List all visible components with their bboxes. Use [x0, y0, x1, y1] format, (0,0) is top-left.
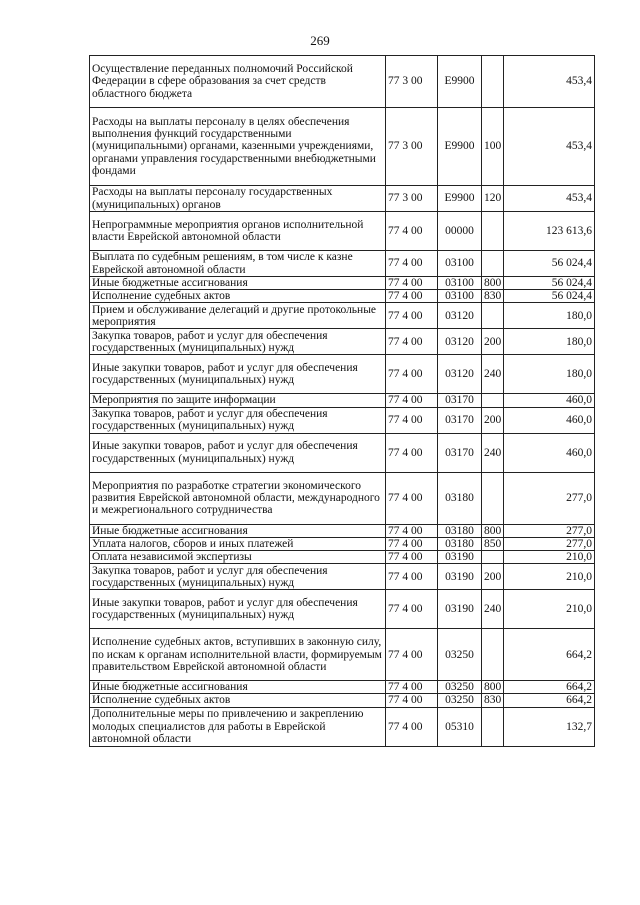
row-program-code: 77 4 00	[386, 551, 438, 564]
row-amount: 460,0	[504, 433, 595, 472]
table-row	[90, 186, 595, 212]
row-program-code: 77 4 00	[386, 694, 438, 707]
row-amount: 180,0	[504, 329, 595, 355]
row-expense-type	[482, 551, 504, 564]
budget-table-body	[90, 56, 595, 747]
table-row	[90, 537, 595, 550]
row-program-code: 77 4 00	[386, 537, 438, 550]
row-name: Исполнение судебных актов	[90, 290, 386, 303]
row-amount: 210,0	[504, 590, 595, 629]
row-expense-type	[482, 251, 504, 277]
row-name: Закупка товаров, работ и услуг для обеспечения государственных (муниципальных) нужд	[90, 329, 386, 355]
row-program-code: 77 3 00	[386, 108, 438, 186]
row-program-code: 77 4 00	[386, 303, 438, 329]
row-expense-type: 240	[482, 433, 504, 472]
row-program-code: 77 4 00	[386, 707, 438, 746]
table-row	[90, 277, 595, 290]
row-expense-type	[482, 629, 504, 681]
row-name: Иные закупки товаров, работ и услуг для обеспечения государственных (муниципальных) нужд	[90, 590, 386, 629]
row-expense-type: 240	[482, 355, 504, 394]
row-amount: 277,0	[504, 524, 595, 537]
row-direction-code: 03190	[438, 551, 482, 564]
row-name: Иные бюджетные ассигнования	[90, 681, 386, 694]
row-direction-code: 03100	[438, 251, 482, 277]
row-amount: 277,0	[504, 472, 595, 524]
row-direction-code: Е9900	[438, 108, 482, 186]
row-amount: 180,0	[504, 303, 595, 329]
row-amount: 453,4	[504, 186, 595, 212]
row-expense-type: 200	[482, 564, 504, 590]
row-program-code: 77 4 00	[386, 290, 438, 303]
row-amount: 56 024,4	[504, 290, 595, 303]
row-program-code: 77 4 00	[386, 277, 438, 290]
row-expense-type: 120	[482, 186, 504, 212]
row-expense-type	[482, 472, 504, 524]
row-direction-code: 03100	[438, 290, 482, 303]
table-row	[90, 407, 595, 433]
row-direction-code: 03120	[438, 355, 482, 394]
row-expense-type: 200	[482, 407, 504, 433]
row-program-code: 77 3 00	[386, 186, 438, 212]
row-expense-type: 800	[482, 524, 504, 537]
row-amount: 664,2	[504, 694, 595, 707]
table-row	[90, 590, 595, 629]
table-row	[90, 433, 595, 472]
row-name: Иные закупки товаров, работ и услуг для обеспечения государственных (муниципальных) нужд	[90, 355, 386, 394]
row-name: Мероприятия по защите информации	[90, 394, 386, 407]
table-row	[90, 629, 595, 681]
row-expense-type	[482, 707, 504, 746]
row-name: Иные бюджетные ассигнования	[90, 277, 386, 290]
row-direction-code: 03100	[438, 277, 482, 290]
row-name: Дополнительные меры по привлечению и закреплению молодых специалистов для работы в Еврейской автономной области	[90, 707, 386, 746]
table-row	[90, 694, 595, 707]
row-amount: 210,0	[504, 564, 595, 590]
row-amount: 664,2	[504, 681, 595, 694]
table-row	[90, 329, 595, 355]
row-name: Иные закупки товаров, работ и услуг для обеспечения государственных (муниципальных) нужд	[90, 433, 386, 472]
row-program-code: 77 4 00	[386, 524, 438, 537]
table-row	[90, 472, 595, 524]
budget-table	[89, 55, 595, 747]
table-row	[90, 355, 595, 394]
table-row	[90, 394, 595, 407]
row-program-code: 77 4 00	[386, 251, 438, 277]
table-row	[90, 564, 595, 590]
table-row	[90, 524, 595, 537]
row-amount: 56 024,4	[504, 251, 595, 277]
row-amount: 460,0	[504, 407, 595, 433]
row-name: Закупка товаров, работ и услуг для обеспечения государственных (муниципальных) нужд	[90, 407, 386, 433]
row-name: Закупка товаров, работ и услуг для обеспечения государственных (муниципальных) нужд	[90, 564, 386, 590]
row-direction-code: 03180	[438, 472, 482, 524]
page-number: 269	[310, 33, 330, 48]
row-direction-code: 03250	[438, 681, 482, 694]
table-row	[90, 251, 595, 277]
row-expense-type: 830	[482, 694, 504, 707]
row-program-code: 77 4 00	[386, 564, 438, 590]
row-expense-type: 240	[482, 590, 504, 629]
row-name: Прием и обслуживание делегаций и другие протокольные мероприятия	[90, 303, 386, 329]
row-expense-type: 100	[482, 108, 504, 186]
row-name: Исполнение судебных актов, вступивших в законную силу, по искам к органам исполнительной власти, формируемым правительством Еврейской автономной области	[90, 629, 386, 681]
row-program-code: 77 4 00	[386, 329, 438, 355]
row-direction-code: 03180	[438, 537, 482, 550]
table-row	[90, 707, 595, 746]
row-program-code: 77 4 00	[386, 433, 438, 472]
table-row	[90, 56, 595, 108]
row-expense-type	[482, 303, 504, 329]
row-expense-type: 830	[482, 290, 504, 303]
row-name: Уплата налогов, сборов и иных платежей	[90, 537, 386, 550]
table-row	[90, 681, 595, 694]
row-direction-code: 00000	[438, 212, 482, 251]
row-program-code: 77 4 00	[386, 355, 438, 394]
row-expense-type: 850	[482, 537, 504, 550]
row-amount: 123 613,6	[504, 212, 595, 251]
row-amount: 277,0	[504, 537, 595, 550]
row-amount: 56 024,4	[504, 277, 595, 290]
row-direction-code: Е9900	[438, 186, 482, 212]
row-direction-code: 03250	[438, 629, 482, 681]
row-amount: 132,7	[504, 707, 595, 746]
row-expense-type	[482, 212, 504, 251]
row-name: Расходы на выплаты персоналу государственных (муниципальных) органов	[90, 186, 386, 212]
row-direction-code: 03190	[438, 590, 482, 629]
row-name: Иные бюджетные ассигнования	[90, 524, 386, 537]
row-amount: 453,4	[504, 108, 595, 186]
row-program-code: 77 3 00	[386, 56, 438, 108]
row-direction-code: 05310	[438, 707, 482, 746]
row-direction-code: 03180	[438, 524, 482, 537]
table-row	[90, 290, 595, 303]
row-program-code: 77 4 00	[386, 590, 438, 629]
row-name: Осуществление переданных полномочий Российской Федерации в сфере образования за счет средств областного бюджета	[90, 56, 386, 108]
row-amount: 453,4	[504, 56, 595, 108]
table-row	[90, 303, 595, 329]
table-row	[90, 108, 595, 186]
row-name: Выплата по судебным решениям, в том числе к казне Еврейской автономной области	[90, 251, 386, 277]
row-name: Непрограммные мероприятия органов исполнительной власти Еврейской автономной области	[90, 212, 386, 251]
row-program-code: 77 4 00	[386, 394, 438, 407]
row-direction-code: 03120	[438, 303, 482, 329]
table-row	[90, 551, 595, 564]
row-amount: 460,0	[504, 394, 595, 407]
row-expense-type: 800	[482, 277, 504, 290]
row-amount: 210,0	[504, 551, 595, 564]
row-direction-code: 03170	[438, 394, 482, 407]
row-name: Исполнение судебных актов	[90, 694, 386, 707]
row-direction-code: 03250	[438, 694, 482, 707]
row-direction-code: Е9900	[438, 56, 482, 108]
row-direction-code: 03120	[438, 329, 482, 355]
row-program-code: 77 4 00	[386, 407, 438, 433]
row-direction-code: 03170	[438, 433, 482, 472]
row-name: Оплата независимой экспертизы	[90, 551, 386, 564]
row-expense-type	[482, 56, 504, 108]
row-amount: 180,0	[504, 355, 595, 394]
row-program-code: 77 4 00	[386, 681, 438, 694]
row-program-code: 77 4 00	[386, 629, 438, 681]
table-row	[90, 212, 595, 251]
row-amount: 664,2	[504, 629, 595, 681]
row-expense-type: 200	[482, 329, 504, 355]
row-direction-code: 03190	[438, 564, 482, 590]
row-expense-type	[482, 394, 504, 407]
row-program-code: 77 4 00	[386, 472, 438, 524]
row-program-code: 77 4 00	[386, 212, 438, 251]
row-expense-type: 800	[482, 681, 504, 694]
row-name: Расходы на выплаты персоналу в целях обеспечения выполнения функций государственными (муниципальными) органами, казенными учреждениями, органами управления государственными внебюджетными фондами	[90, 108, 386, 186]
row-name: Мероприятия по разработке стратегии экономического развития Еврейской автономной области, международного и межрегионального сотрудничества	[90, 472, 386, 524]
row-direction-code: 03170	[438, 407, 482, 433]
